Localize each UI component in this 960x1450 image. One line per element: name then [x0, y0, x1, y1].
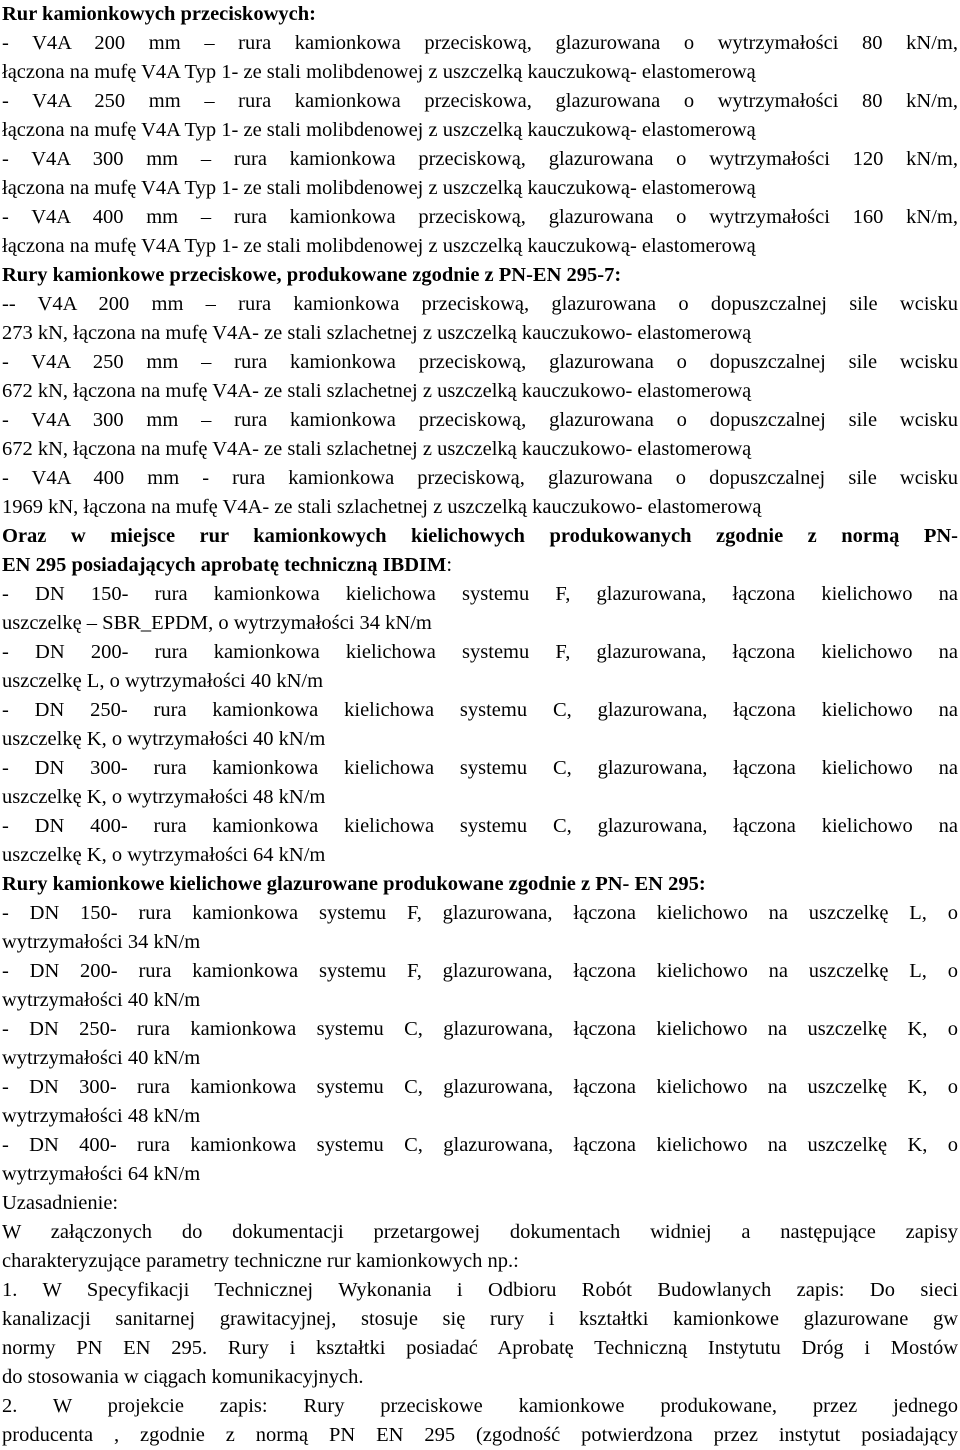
- socket-pipe-line: - DN 400- rura kamionkowa kielichowa systemu C, glazurowana, łączona kielichowo na: [2, 815, 958, 837]
- socket-pipe-line: uszczelkę K, o wytrzymałości 48 kN/m: [2, 786, 326, 808]
- glazed-pipe-line: - DN 150- rura kamionkowa systemu F, glazurowana, łączona kielichowo na uszczelkę L, o: [2, 902, 958, 924]
- push-pipe-pn-line: - V4A 400 mm - rura kamionkowa przeciskową, glazurowana o dopuszczalnej sile wcisku: [2, 467, 958, 489]
- push-pipe-pn-line: 672 kN, łączona na mufę V4A- ze stali szlachetnej z uszczelką kauczukowo- elastomerową: [2, 380, 752, 402]
- glazed-pipe-line: wytrzymałości 34 kN/m: [2, 931, 201, 953]
- justification-label: Uzasadnienie:: [2, 1192, 119, 1214]
- justification-line: 1. W Specyfikacji Technicznej Wykonania i Odbioru Robót Budowlanych zapis: Do sieci: [2, 1279, 958, 1301]
- push-pipe-pn-line: - V4A 250 mm – rura kamionkowa przeciskową, glazurowana o dopuszczalnej sile wcisku: [2, 351, 958, 373]
- push-pipe-pn-line: -- V4A 200 mm – rura kamionkowa przeciskową, glazurowana o dopuszczalnej sile wcisku: [2, 293, 958, 315]
- justification-line: do stosowania w ciągach komunikacyjnych.: [2, 1366, 364, 1388]
- justification-line: normy PN EN 295. Rury i kształtki posiadać Aprobatę Techniczną Instytutu Dróg i Mostów: [2, 1337, 958, 1359]
- glazed-pipe-line: wytrzymałości 64 kN/m: [2, 1163, 201, 1185]
- push-pipe-pn-line: 672 kN, łączona na mufę V4A- ze stali szlachetnej z uszczelką kauczukowo- elastomerową: [2, 438, 752, 460]
- glazed-pipe-line: - DN 400- rura kamionkowa systemu C, glazurowana, łączona kielichowo na uszczelkę K, o: [2, 1134, 958, 1156]
- socket-pipe-line: - DN 300- rura kamionkowa kielichowa systemu C, glazurowana, łączona kielichowo na: [2, 757, 958, 779]
- socket-pipe-line: - DN 150- rura kamionkowa kielichowa systemu F, glazurowana, łączona kielichowo na: [2, 583, 958, 605]
- heading-push-pipes: Rur kamionkowych przeciskowych:: [2, 3, 316, 25]
- push-pipe-line: łączona na mufę V4A Typ 1- ze stali molibdenowej z uszczelką kauczukową- elastomerową: [2, 235, 756, 257]
- push-pipe-line: - V4A 300 mm – rura kamionkowa przeciskową, glazurowana o wytrzymałości 120 kN/m,: [2, 148, 958, 170]
- justification-line: charakteryzujące parametry techniczne rur kamionkowych np.:: [2, 1250, 519, 1272]
- glazed-pipe-line: wytrzymałości 48 kN/m: [2, 1105, 201, 1127]
- heading-glazed-socket-pipes: Rury kamionkowe kielichowe glazurowane produkowane zgodnie z PN- EN 295:: [2, 873, 706, 895]
- push-pipe-line: łączona na mufę V4A Typ 1- ze stali molibdenowej z uszczelką kauczukową- elastomerową: [2, 61, 756, 83]
- push-pipe-line: łączona na mufę V4A Typ 1- ze stali molibdenowej z uszczelką kauczukową- elastomerową: [2, 119, 756, 141]
- push-pipe-pn-line: 1969 kN, łączona na mufę V4A- ze stali szlachetnej z uszczelką kauczukowo- elastomerową: [2, 496, 762, 518]
- heading-socket-pipes-ibdim: Oraz w miejsce rur kamionkowych kielichowych produkowanych zgodnie z normą PN-: [2, 525, 958, 547]
- justification-line: 2. W projekcie zapis: Rury przeciskowe kamionkowe produkowane, przez jednego: [2, 1395, 958, 1417]
- glazed-pipe-line: wytrzymałości 40 kN/m: [2, 989, 201, 1011]
- heading-ibdim-bold: EN 295 posiadających aprobatę techniczną IBDIM: [2, 554, 447, 576]
- glazed-pipe-line: wytrzymałości 40 kN/m: [2, 1047, 201, 1069]
- socket-pipe-line: uszczelkę L, o wytrzymałości 40 kN/m: [2, 670, 324, 692]
- socket-pipe-line: uszczelkę K, o wytrzymałości 40 kN/m: [2, 728, 326, 750]
- justification-line: producenta , zgodnie z normą PN EN 295 (zgodność potwierdzona przez instytut posiadający: [2, 1424, 958, 1446]
- push-pipe-pn-line: 273 kN, łączona na mufę V4A- ze stali szlachetnej z uszczelką kauczukowo- elastomerową: [2, 322, 752, 344]
- socket-pipe-line: - DN 200- rura kamionkowa kielichowa systemu F, glazurowana, łączona kielichowo na: [2, 641, 958, 663]
- socket-pipe-line: - DN 250- rura kamionkowa kielichowa systemu C, glazurowana, łączona kielichowo na: [2, 699, 958, 721]
- glazed-pipe-line: - DN 250- rura kamionkowa systemu C, glazurowana, łączona kielichowo na uszczelkę K, o: [2, 1018, 958, 1040]
- justification-line: W załączonych do dokumentacji przetargowej dokumentach widniej a następujące zapisy: [2, 1221, 958, 1243]
- heading-socket-pipes-ibdim-cont: [2, 551, 958, 580]
- push-pipe-line: - V4A 200 mm – rura kamionkowa przeciskową, glazurowana o wytrzymałości 80 kN/m,: [2, 32, 958, 54]
- push-pipe-line: - V4A 400 mm – rura kamionkowa przeciskową, glazurowana o wytrzymałości 160 kN/m,: [2, 206, 958, 228]
- socket-pipe-line: uszczelkę K, o wytrzymałości 64 kN/m: [2, 844, 326, 866]
- heading-ibdim-colon: :: [446, 554, 453, 576]
- glazed-pipe-line: - DN 300- rura kamionkowa systemu C, glazurowana, łączona kielichowo na uszczelkę K, o: [2, 1076, 958, 1098]
- socket-pipe-line: uszczelkę – SBR_EPDM, o wytrzymałości 34 kN/m: [2, 612, 432, 634]
- push-pipe-line: - V4A 250 mm – rura kamionkowa przeciskowa, glazurowana o wytrzymałości 80 kN/m,: [2, 90, 958, 112]
- push-pipe-line: łączona na mufę V4A Typ 1- ze stali molibdenowej z uszczelką kauczukową- elastomerową: [2, 177, 756, 199]
- glazed-pipe-line: - DN 200- rura kamionkowa systemu F, glazurowana, łączona kielichowo na uszczelkę L, o: [2, 960, 958, 982]
- justification-line: kanalizacji sanitarnej grawitacyjnej, stosuje się rury i kształtki kamionkowe glazurowane gw: [2, 1308, 958, 1330]
- push-pipe-pn-line: - V4A 300 mm – rura kamionkowa przeciskową, glazurowana o dopuszczalnej sile wcisku: [2, 409, 958, 431]
- heading-push-pipes-pn-en: Rury kamionkowe przeciskowe, produkowane zgodnie z PN-EN 295-7:: [2, 264, 622, 286]
